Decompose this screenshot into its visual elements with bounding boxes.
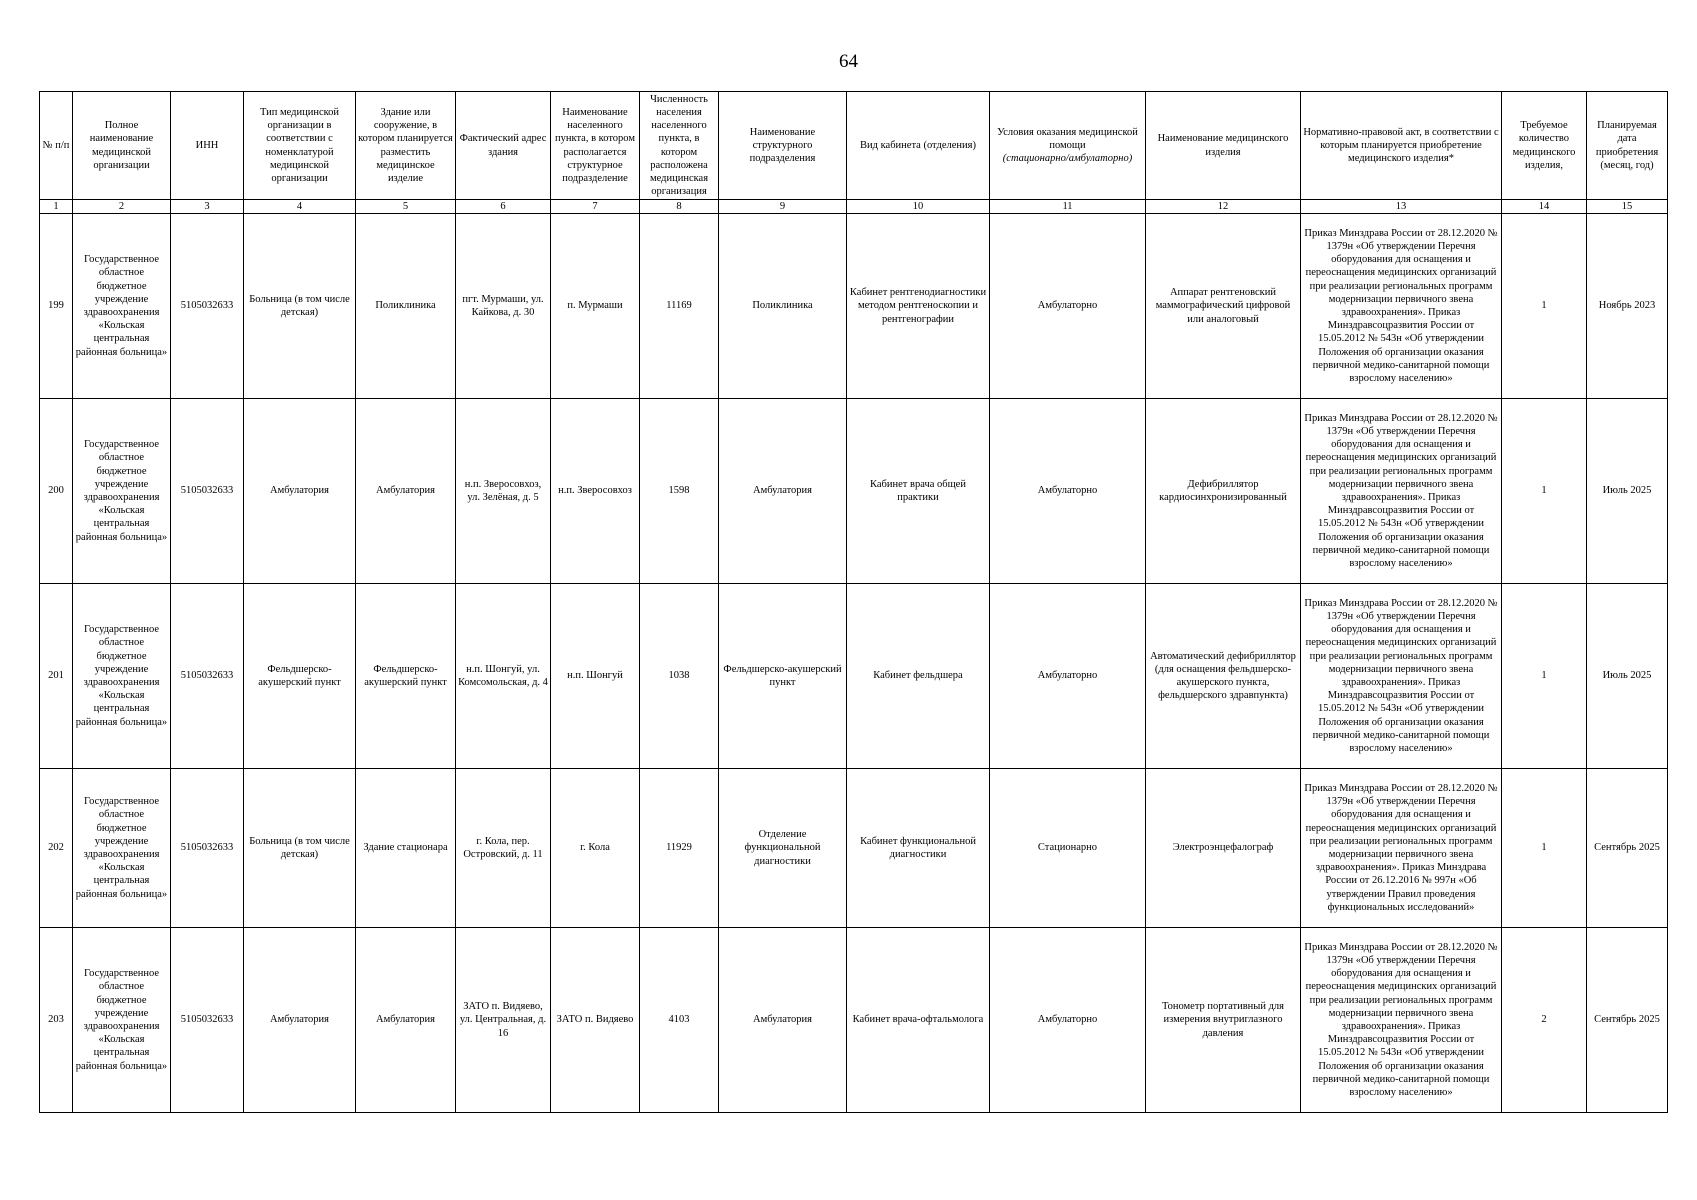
cell-type: Больница (в том числе детская) (244, 214, 356, 399)
cell-date: Июль 2025 (1587, 584, 1668, 769)
cell-conditions: Амбулаторно (990, 214, 1146, 399)
column-number: 14 (1502, 200, 1587, 214)
cell-org: Государственное областное бюджетное учреждение здравоохранения «Кольская центральная районная больница» (73, 928, 171, 1113)
cell-building: Амбулатория (356, 399, 456, 584)
cell-type: Фельдшерско-акушерский пункт (244, 584, 356, 769)
table-row (40, 769, 1668, 928)
cell-subdivision: Фельдшерско-акушерский пункт (719, 584, 847, 769)
header-type: Тип медицинской организации в соответствии с номенклатурой медицинской организации (244, 92, 356, 200)
cell-conditions: Амбулаторно (990, 584, 1146, 769)
column-number: 9 (719, 200, 847, 214)
page-number: 64 (839, 51, 858, 72)
cell-building: Поликлиника (356, 214, 456, 399)
cell-conditions: Стационарно (990, 769, 1146, 928)
cell-law: Приказ Минздрава России от 28.12.2020 № 1379н «Об утверждении Перечня оборудования для оснащения и переоснащения медицинских организаций при реализации региональных программ модернизации первичного звена здравоохранения». Приказ Минздравсоцразвития России от 15.05.2012 № 543н «Об утверждении Положения об организации оказания первичной медико-санитарной помощи взрослому населению» (1301, 584, 1502, 769)
cell-settlement: ЗАТО п. Видяево (551, 928, 640, 1113)
cell-cabinet: Кабинет рентгенодиагностики методом рентгеноскопии и рентгенографии (847, 214, 990, 399)
cell-quantity: 1 (1502, 399, 1587, 584)
column-number: 12 (1146, 200, 1301, 214)
column-number: 13 (1301, 200, 1502, 214)
cell-org: Государственное областное бюджетное учреждение здравоохранения «Кольская центральная районная больница» (73, 584, 171, 769)
cell-quantity: 1 (1502, 214, 1587, 399)
cell-settlement: н.п. Шонгуй (551, 584, 640, 769)
cell-num: 200 (40, 399, 73, 584)
cell-device: Автоматический дефибриллятор (для оснащения фельдшерско-акушерского пункта, фельдшерского здравпункта) (1146, 584, 1301, 769)
table-row (40, 214, 1668, 399)
cell-org: Государственное областное бюджетное учреждение здравоохранения «Кольская центральная районная больница» (73, 769, 171, 928)
cell-date: Сентябрь 2025 (1587, 928, 1668, 1113)
table-row (40, 928, 1668, 1113)
header-conditions-main: Условия оказания медицинской помощи (997, 126, 1138, 151)
column-number: 7 (551, 200, 640, 214)
cell-building: Здание стационара (356, 769, 456, 928)
column-number: 15 (1587, 200, 1668, 214)
header-cabinet: Вид кабинета (отделения) (847, 92, 990, 200)
cell-conditions: Амбулаторно (990, 928, 1146, 1113)
equipment-table (39, 91, 1668, 1113)
column-number: 4 (244, 200, 356, 214)
cell-address: г. Кола, пер. Островский, д. 11 (456, 769, 551, 928)
cell-num: 201 (40, 584, 73, 769)
column-number: 10 (847, 200, 990, 214)
cell-law: Приказ Минздрава России от 28.12.2020 № 1379н «Об утверждении Перечня оборудования для оснащения и переоснащения медицинских организаций при реализации региональных программ модернизации первичного звена здравоохранения». Приказ Минздравсоцразвития России от 15.05.2012 № 543н «Об утверждении Положения об организации оказания первичной медико-санитарной помощи взрослому населению» (1301, 214, 1502, 399)
header-row (40, 92, 1668, 200)
header-device: Наименование медицинского изделия (1146, 92, 1301, 200)
cell-subdivision: Амбулатория (719, 399, 847, 584)
cell-subdivision: Поликлиника (719, 214, 847, 399)
column-number: 6 (456, 200, 551, 214)
header-date: Планируемая дата приобретения (месяц, год) (1587, 92, 1668, 200)
cell-settlement: п. Мурмаши (551, 214, 640, 399)
cell-device: Электроэнцефалограф (1146, 769, 1301, 928)
column-number: 3 (171, 200, 244, 214)
column-number-row (40, 200, 1668, 214)
cell-inn: 5105032633 (171, 399, 244, 584)
cell-population: 1038 (640, 584, 719, 769)
cell-settlement: г. Кола (551, 769, 640, 928)
cell-num: 203 (40, 928, 73, 1113)
column-number: 8 (640, 200, 719, 214)
header-population: Численность населения населенного пункта, в котором расположена медицинская организация (640, 92, 719, 200)
header-settlement: Наименование населенного пункта, в котором располагается структурное подразделение (551, 92, 640, 200)
header-address: Фактический адрес здания (456, 92, 551, 200)
header-org: Полное наименование медицинской организации (73, 92, 171, 200)
column-number: 11 (990, 200, 1146, 214)
cell-org: Государственное областное бюджетное учреждение здравоохранения «Кольская центральная районная больница» (73, 214, 171, 399)
cell-population: 11929 (640, 769, 719, 928)
cell-quantity: 1 (1502, 584, 1587, 769)
cell-cabinet: Кабинет функциональной диагностики (847, 769, 990, 928)
cell-inn: 5105032633 (171, 769, 244, 928)
header-building: Здание или сооружение, в котором планируется разместить медицинское изделие (356, 92, 456, 200)
cell-cabinet: Кабинет фельдшера (847, 584, 990, 769)
column-number: 2 (73, 200, 171, 214)
cell-building: Амбулатория (356, 928, 456, 1113)
cell-device: Аппарат рентгеновский маммографический цифровой или аналоговый (1146, 214, 1301, 399)
cell-date: Ноябрь 2023 (1587, 214, 1668, 399)
header-inn: ИНН (171, 92, 244, 200)
cell-population: 1598 (640, 399, 719, 584)
cell-address: пгт. Мурмаши, ул. Кайкова, д. 30 (456, 214, 551, 399)
table-row (40, 399, 1668, 584)
cell-cabinet: Кабинет врача-офтальмолога (847, 928, 990, 1113)
cell-building: Фельдшерско-акушерский пункт (356, 584, 456, 769)
header-law: Нормативно-правовой акт, в соответствии с которым планируется приобретение медицинского изделия* (1301, 92, 1502, 200)
table-row (40, 584, 1668, 769)
header-conditions (990, 92, 1146, 200)
cell-device: Дефибриллятор кардиосинхронизированный (1146, 399, 1301, 584)
header-quantity: Требуемое количество медицинского изделия, (1502, 92, 1587, 200)
cell-address: н.п. Зверосовхоз, ул. Зелёная, д. 5 (456, 399, 551, 584)
cell-subdivision: Отделение функциональной диагностики (719, 769, 847, 928)
cell-law: Приказ Минздрава России от 28.12.2020 № 1379н «Об утверждении Перечня оборудования для оснащения и переоснащения медицинских организаций при реализации региональных программ модернизации первичного звена здравоохранения». Приказ Минздравсоцразвития России от 15.05.2012 № 543н «Об утверждении Положения об организации оказания первичной медико-санитарной помощи взрослому населению» (1301, 928, 1502, 1113)
header-num: № п/п (40, 92, 73, 200)
cell-org: Государственное областное бюджетное учреждение здравоохранения «Кольская центральная районная больница» (73, 399, 171, 584)
cell-num: 202 (40, 769, 73, 928)
header-conditions-italic: (стационарно/амбулаторно) (1002, 153, 1133, 165)
cell-quantity: 1 (1502, 769, 1587, 928)
cell-inn: 5105032633 (171, 584, 244, 769)
cell-type: Амбулатория (244, 399, 356, 584)
cell-date: Сентябрь 2025 (1587, 769, 1668, 928)
cell-population: 11169 (640, 214, 719, 399)
cell-settlement: н.п. Зверосовхоз (551, 399, 640, 584)
cell-law: Приказ Минздрава России от 28.12.2020 № 1379н «Об утверждении Перечня оборудования для оснащения и переоснащения медицинских организаций при реализации региональных программ модернизации первичного звена здравоохранения». Приказ Минздравсоцразвития России от 15.05.2012 № 543н «Об утверждении Положения об организации оказания первичной медико-санитарной помощи взрослому населению» (1301, 399, 1502, 584)
cell-type: Больница (в том числе детская) (244, 769, 356, 928)
cell-inn: 5105032633 (171, 928, 244, 1113)
column-number: 5 (356, 200, 456, 214)
cell-law: Приказ Минздрава России от 28.12.2020 № 1379н «Об утверждении Перечня оборудования для оснащения и переоснащения медицинских организаций при реализации региональных программ модернизации первичного звена здравоохранения». Приказ Минздрава России от 26.12.2016 № 997н «Об утверждении Правил проведения функциональных исследований» (1301, 769, 1502, 928)
header-subdivision: Наименование структурного подразделения (719, 92, 847, 200)
cell-address: ЗАТО п. Видяево, ул. Центральная, д. 16 (456, 928, 551, 1113)
cell-subdivision: Амбулатория (719, 928, 847, 1113)
cell-num: 199 (40, 214, 73, 399)
cell-address: н.п. Шонгуй, ул. Комсомольская, д. 4 (456, 584, 551, 769)
cell-population: 4103 (640, 928, 719, 1113)
cell-type: Амбулатория (244, 928, 356, 1113)
cell-cabinet: Кабинет врача общей практики (847, 399, 990, 584)
cell-device: Тонометр портативный для измерения внутриглазного давления (1146, 928, 1301, 1113)
cell-conditions: Амбулаторно (990, 399, 1146, 584)
column-number: 1 (40, 200, 73, 214)
cell-inn: 5105032633 (171, 214, 244, 399)
cell-quantity: 2 (1502, 928, 1587, 1113)
cell-date: Июль 2025 (1587, 399, 1668, 584)
